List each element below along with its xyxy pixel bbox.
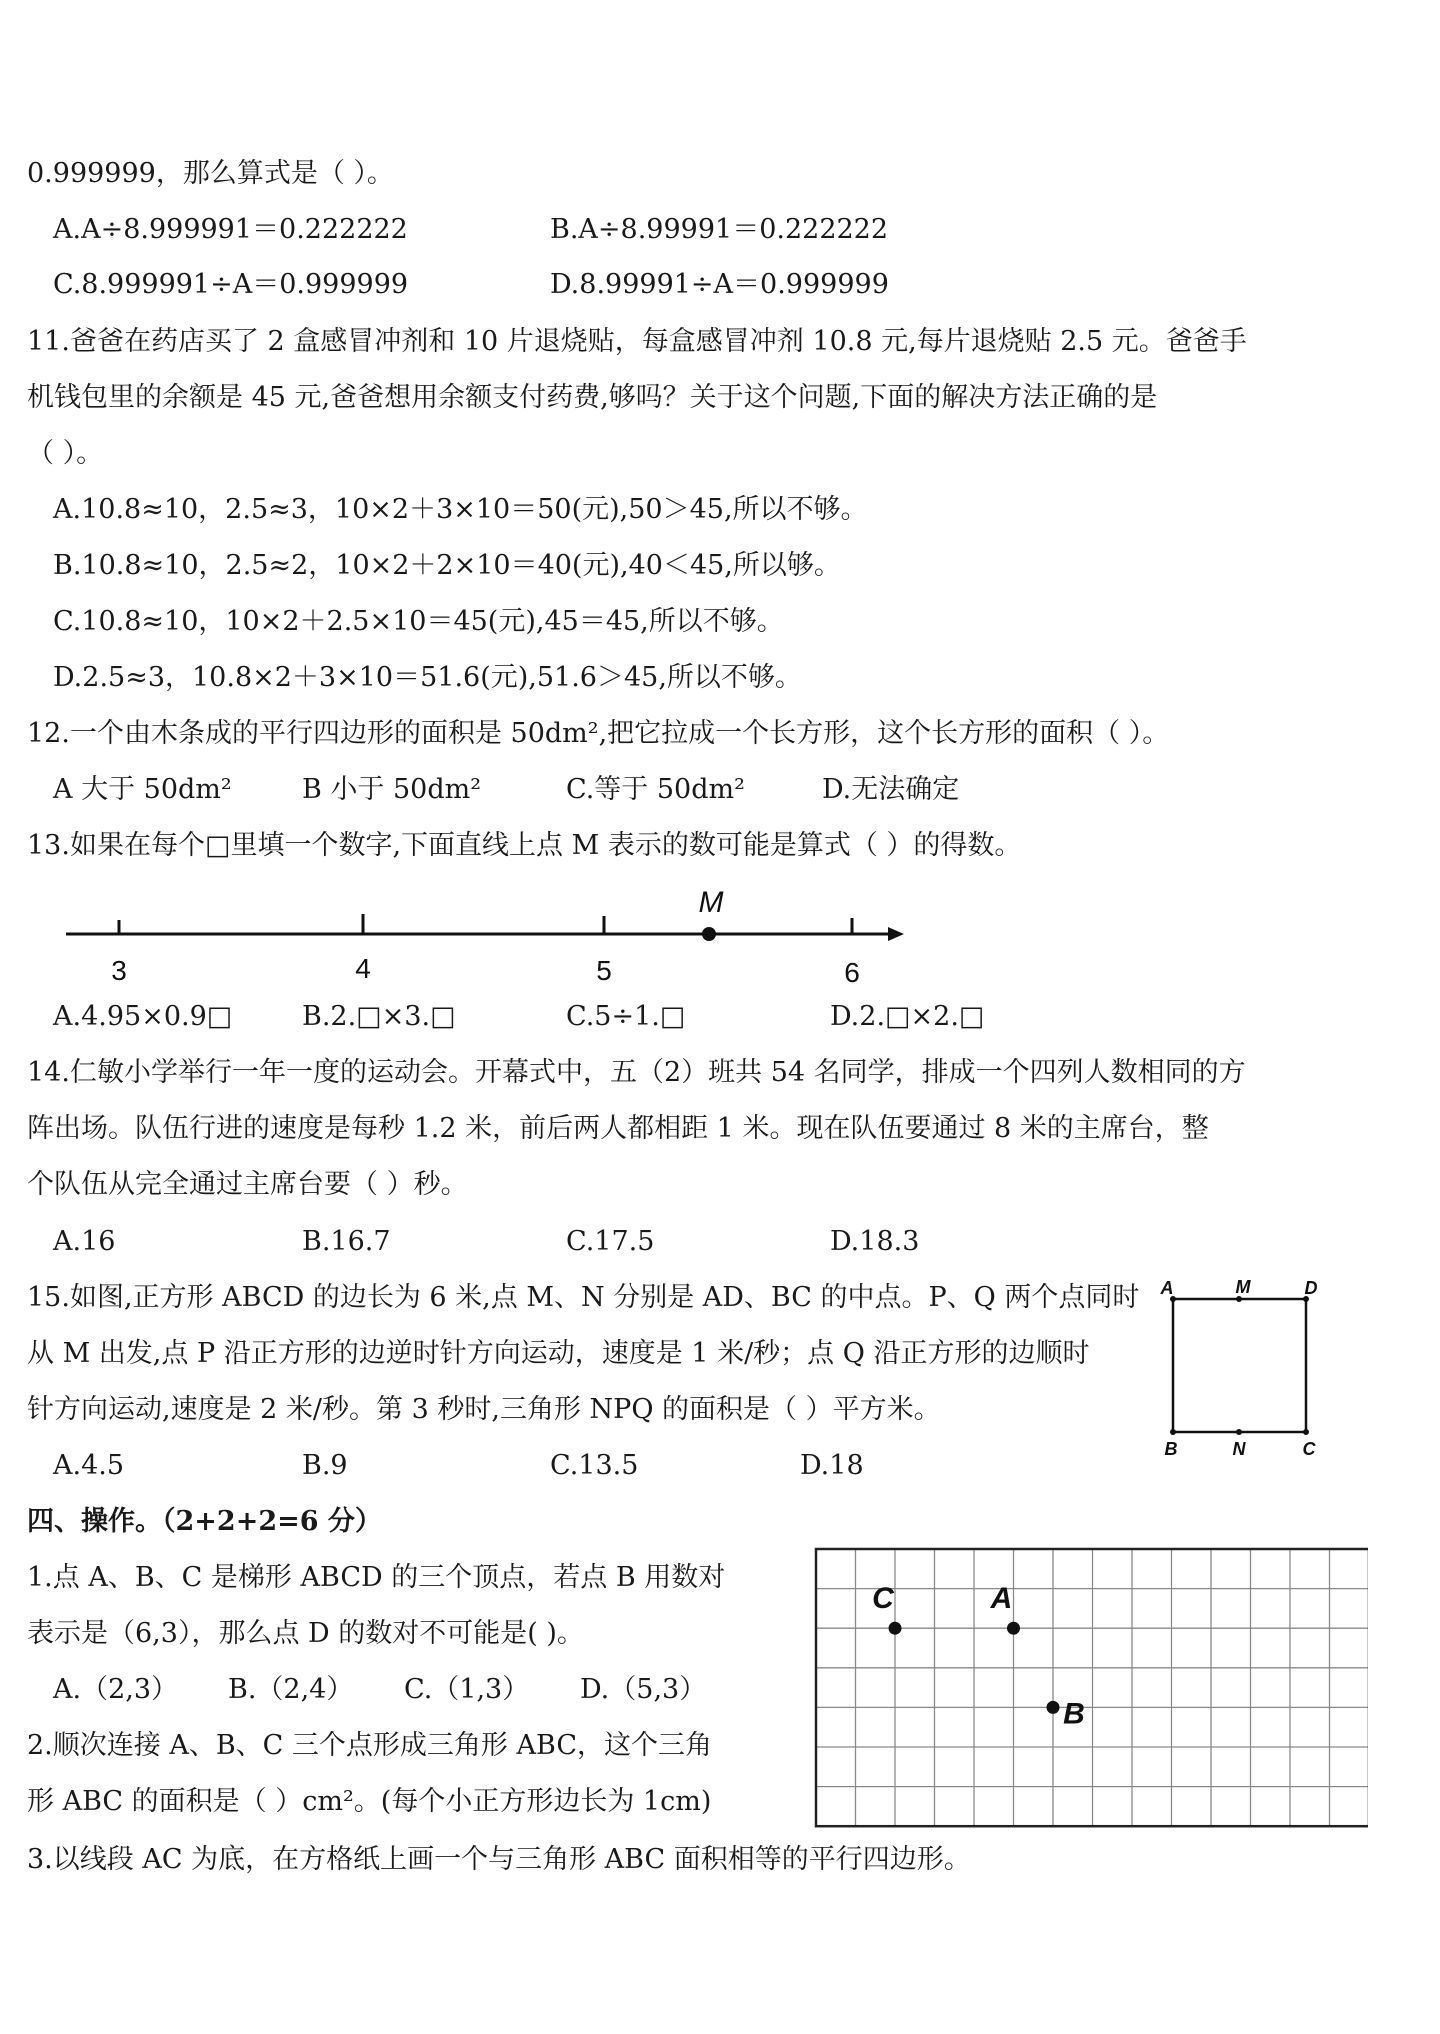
q13-option-c[interactable]: C.5÷1.□ bbox=[566, 1001, 686, 1032]
vertex-b-dot bbox=[1170, 1429, 1176, 1435]
tick-label-5: 5 bbox=[596, 955, 612, 986]
q12-option-c[interactable]: C.等于 50dm² bbox=[566, 774, 745, 805]
q11-option-c[interactable]: C.10.8≈10，10×2＋2.5×10＝45(元),45＝45,所以不够。 bbox=[53, 606, 784, 637]
square-abcd bbox=[1173, 1299, 1306, 1432]
q13-option-b[interactable]: B.2.□×3.□ bbox=[302, 1001, 456, 1032]
vertex-c-dot bbox=[1303, 1429, 1309, 1435]
q11-stem-line-3: （ ）。 bbox=[27, 438, 104, 469]
q15-stem-line-3: 针方向运动,速度是 2 米/秒。第 3 秒时,三角形 NPQ 的面积是（ ）平方米。 bbox=[27, 1394, 941, 1425]
q11-stem-line-2: 机钱包里的余额是 45 元,爸爸想用余额支付药费,够吗？关于这个问题,下面的解决方法正确的是 bbox=[27, 382, 1158, 413]
q11-option-b[interactable]: B.10.8≈10，2.5≈2，10×2＋2×10＝40(元),40＜45,所以够。 bbox=[53, 550, 841, 581]
q10-option-d[interactable]: D.8.99991÷A＝0.999999 bbox=[550, 269, 889, 300]
grid-point-label-c: C bbox=[872, 1582, 894, 1616]
label-b: B bbox=[1164, 1439, 1178, 1459]
tick-label-6: 6 bbox=[844, 957, 860, 988]
q14-stem-line-3: 个队伍从完全通过主席台要（ ）秒。 bbox=[27, 1169, 468, 1200]
label-d: D bbox=[1304, 1278, 1318, 1298]
q14-option-b[interactable]: B.16.7 bbox=[302, 1226, 391, 1257]
s4-q3-line: 3.以线段 AC 为底，在方格纸上画一个与三角形 ABC 面积相等的平行四边形。 bbox=[27, 1844, 971, 1875]
label-a: A bbox=[1160, 1278, 1174, 1298]
q10-option-c[interactable]: C.8.999991÷A＝0.999999 bbox=[53, 269, 409, 300]
s4-q1-line-2: 表示是（6,3），那么点 D 的数对不可能是( )。 bbox=[27, 1618, 584, 1649]
q15-option-d[interactable]: D.18 bbox=[800, 1450, 864, 1481]
q10-option-b[interactable]: B.A÷8.99991＝0.222222 bbox=[550, 214, 889, 245]
q14-option-c[interactable]: C.17.5 bbox=[566, 1226, 655, 1257]
q15-stem-line-1: 15.如图,正方形 ABCD 的边长为 6 米,点 M、N 分别是 AD、BC 的中点。P、Q 两个点同时 bbox=[27, 1282, 1140, 1313]
label-c: C bbox=[1302, 1439, 1316, 1459]
q13-number-line bbox=[56, 880, 916, 990]
point-m-label: M bbox=[698, 886, 724, 919]
s4-q1-option-c[interactable]: C.（1,3） bbox=[404, 1674, 530, 1705]
s4-q2-line-2: 形 ABC 的面积是（ ）cm²。(每个小正方形边长为 1cm) bbox=[27, 1786, 712, 1817]
grid-point-c bbox=[889, 1622, 902, 1635]
q15-option-c[interactable]: C.13.5 bbox=[550, 1450, 639, 1481]
s4-q1-line-1: 1.点 A、B、C 是梯形 ABCD 的三个顶点，若点 B 用数对 bbox=[27, 1562, 726, 1593]
tick-label-3: 3 bbox=[111, 955, 127, 986]
q11-option-a[interactable]: A.10.8≈10，2.5≈3，10×2＋3×10＝50(元),50＞45,所以不够。 bbox=[53, 494, 868, 525]
q13-option-a[interactable]: A.4.95×0.9□ bbox=[53, 1001, 233, 1032]
q14-option-a[interactable]: A.16 bbox=[53, 1226, 116, 1257]
q12-option-b[interactable]: B 小于 50dm² bbox=[302, 774, 482, 805]
coordinate-grid[interactable] bbox=[812, 1545, 1368, 1831]
q14-stem-line-2: 阵出场。队伍行进的速度是每秒 1.2 米，前后两人都相距 1 米。现在队伍要通过 8 米的主席台，整 bbox=[27, 1113, 1209, 1144]
grid-point-label-b: B bbox=[1063, 1697, 1085, 1731]
s4-q1-option-d[interactable]: D.（5,3） bbox=[580, 1674, 707, 1705]
q15-option-b[interactable]: B.9 bbox=[302, 1450, 348, 1481]
q14-option-d[interactable]: D.18.3 bbox=[830, 1226, 920, 1257]
grid-point-a bbox=[1007, 1622, 1020, 1635]
q12-option-a[interactable]: A 大于 50dm² bbox=[53, 774, 232, 805]
point-m-dot bbox=[702, 927, 716, 941]
q15-stem-line-2: 从 M 出发,点 P 沿正方形的边逆时针方向运动，速度是 1 米/秒；点 Q 沿正方形的边顺时 bbox=[27, 1338, 1090, 1369]
q15-square-figure bbox=[1155, 1276, 1335, 1466]
midpoint-n-dot bbox=[1236, 1429, 1242, 1435]
q14-stem-line-1: 14.仁敏小学举行一年一度的运动会。开幕式中，五（2）班共 54 名同学，排成一个四列人数相同的方 bbox=[27, 1057, 1246, 1088]
q13-option-d[interactable]: D.2.□×2.□ bbox=[830, 1001, 985, 1032]
q15-option-a[interactable]: A.4.5 bbox=[53, 1450, 125, 1481]
q10-option-a[interactable]: A.A÷8.999991＝0.222222 bbox=[53, 214, 408, 245]
q12-stem: 12.一个由木条成的平行四边形的面积是 50dm²,把它拉成一个长方形，这个长方形的面积（ ）。 bbox=[27, 718, 1170, 749]
q12-option-d[interactable]: D.无法确定 bbox=[822, 774, 960, 805]
tick-label-4: 4 bbox=[355, 953, 371, 984]
s4-q2-line-1: 2.顺次连接 A、B、C 三个点形成三角形 ABC，这个三角 bbox=[27, 1730, 713, 1761]
q11-option-d[interactable]: D.2.5≈3，10.8×2＋3×10＝51.6(元),51.6＞45,所以不够。 bbox=[53, 662, 802, 693]
q13-stem: 13.如果在每个□里填一个数字,下面直线上点 M 表示的数可能是算式（ ）的得数。 bbox=[27, 830, 1022, 861]
s4-q1-option-a[interactable]: A.（2,3） bbox=[53, 1674, 179, 1705]
q10-stem: 0.999999，那么算式是（ ）。 bbox=[27, 158, 394, 189]
grid-point-label-a: A bbox=[990, 1582, 1013, 1616]
label-n: N bbox=[1232, 1439, 1246, 1459]
s4-q1-option-b[interactable]: B.（2,4） bbox=[228, 1674, 354, 1705]
grid-point-b bbox=[1047, 1701, 1060, 1714]
number-line-arrow bbox=[888, 927, 904, 941]
q11-stem-line-1: 11.爸爸在药店买了 2 盒感冒冲剂和 10 片退烧贴，每盒感冒冲剂 10.8 元,每片退烧贴 2.5 元。爸爸手 bbox=[27, 326, 1247, 357]
section-4-title: 四、操作。（2+2+2=6 分） bbox=[27, 1506, 382, 1537]
label-m: M bbox=[1235, 1277, 1251, 1297]
